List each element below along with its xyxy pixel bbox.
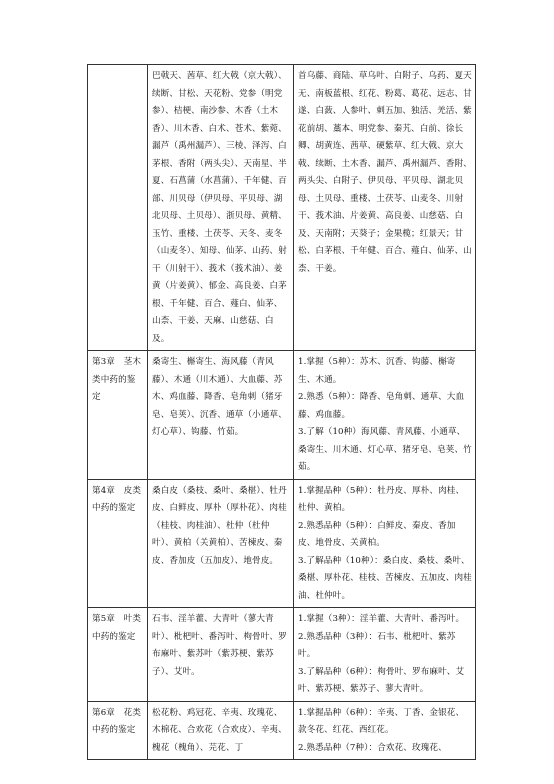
requirement-line: 2.熟悉（5种）：降香、皂角刺、通草、大血藤、鸡血藤。 [298, 392, 465, 420]
herb-list-cell: 桑寄生、槲寄生、海风藤（青风藤）、木通（川木通）、大血藤、苏木、鸡血藤、降香、皂角刺（猪牙皂、皂荚）、沉香、通草（小通草、灯心草）、钩藤、竹茹。 [148, 351, 294, 480]
requirement-line: 1.掌握品种（6种）：辛夷、丁香、金银花、款冬花、红花、西红花。 [298, 707, 465, 735]
chapter-cell [88, 65, 148, 351]
herb-list-cell: 松花粉、鸡冠花、辛夷、玫瑰花、木棉花、合欢花（合欢皮）、辛夷、槐花（槐角）、芫花、丁 [148, 701, 294, 760]
requirement-line: 3.了解品种（6种）：枸骨叶、罗布麻叶、艾叶、紫苏梗、紫苏子、蓼大青叶。 [298, 666, 465, 694]
chapter-cell: 第3章 茎木类中药的鉴定 [88, 351, 148, 480]
requirement-line: 1.掌握品种（5种）：牡丹皮、厚朴、肉桂、杜仲、黄柏。 [298, 485, 465, 513]
table-row [88, 479, 476, 608]
requirement-cell [294, 65, 476, 351]
requirement-line: 2.熟悉品种（7种）：合欢花、玫瑰花、 [298, 742, 447, 753]
chapter-cell: 第6章 花类中药的鉴定 [88, 701, 148, 760]
requirement-line: 2.熟悉品种（5种）：白鲜皮、秦皮、香加皮、地骨皮、关黄柏。 [298, 520, 456, 548]
herb-list-cell: 桑白皮（桑枝、桑叶、桑椹）、牡丹皮、白鲜皮、厚朴（厚朴花）、肉桂（桂枝、肉桂油）、杜仲（杜仲叶）、黄柏（关黄柏）、苦楝皮、秦皮、香加皮（五加皮）、地骨皮。 [148, 479, 294, 608]
chapter-cell: 第4章 皮类中药的鉴定 [88, 479, 148, 608]
herb-table [87, 64, 476, 760]
table-row [88, 65, 476, 351]
requirement-line: 2.熟悉品种（3种）：石韦、枇杷叶、紫苏叶。 [298, 631, 456, 659]
table-row [88, 351, 476, 480]
requirement-line: 首乌藤、商陆、草乌叶、白附子、乌药、夏天无、南板蓝根、红花、粉葛、葛花、远志、甘遂、白蔹、人参叶、刺五加、独活、羌活、紫花前胡、藁本、明党参、秦艽、白前、徐长卿、胡黄连、茜草、硬紫草、红大戟、京大戟、续断、土木香、漏芦、禹州漏芦、香附、两头尖、白附子、伊贝母、平贝母、湖北贝母、土贝母、重楼、土茯苓、山麦冬、川射干、莪术油、片姜黄、高良姜、山慈菇、白及、天南附；天葵子；金果榄；红景天；甘松、白茅根、千年健、百合、薤白、仙茅、山柰、干姜。 [298, 71, 472, 274]
requirement-line: 1.掌握（5种）：苏木、沉香、钩藤、槲寄生、木通。 [298, 357, 456, 385]
requirement-cell [294, 608, 476, 702]
herb-list-cell: 石韦、淫羊藿、大青叶（蓼大青叶）、枇杷叶、番泻叶、枸骨叶、罗布麻叶、紫苏叶（紫苏梗、紫苏子）、艾叶。 [148, 608, 294, 702]
requirement-cell [294, 479, 476, 608]
requirement-line: 3.了解（10种）海风藤、青风藤、小通草、桑寄生、川木通、灯心草、猪牙皂、皂荚、竹茹。 [298, 427, 472, 472]
requirement-cell [294, 351, 476, 480]
herb-list-cell: 巴戟天、茜草、红大戟（京大戟）、续断、甘松、天花粉、党参（明党参）、桔梗、南沙参、木香（土木香）、川木香、白术、苍术、紫菀、漏芦（禹州漏芦）、三棱、泽泻、白茅根、香附（两头尖）、天南星、半夏、石菖蒲（水菖蒲）、千年健、百部、川贝母（伊贝母、平贝母、湖北贝母、土贝母）、浙贝母、黄精、玉竹、重楼、土茯苓、天冬、麦冬（山麦冬）、知母、仙茅、山药、射干（川射干）、莪术（莪术油）、姜黄（片姜黄）、郁金、高良姜、白茅根、千年健、百合、薤白、仙茅、山柰、干姜、天麻、山慈菇、白及。 [148, 65, 294, 351]
chapter-cell: 第5章 叶类中药的鉴定 [88, 608, 148, 702]
table-row [88, 701, 476, 760]
requirement-line: 1.掌握（3种）：淫羊藿、大青叶、番泻叶。 [298, 614, 465, 624]
requirement-cell [294, 701, 476, 760]
requirement-line: 3.了解品种（10种）：桑白皮、桑枝、桑叶、桑椹、厚朴花、桂枝、苦楝皮、五加皮、肉桂油、杜仲叶。 [298, 555, 472, 601]
table-row [88, 608, 476, 702]
